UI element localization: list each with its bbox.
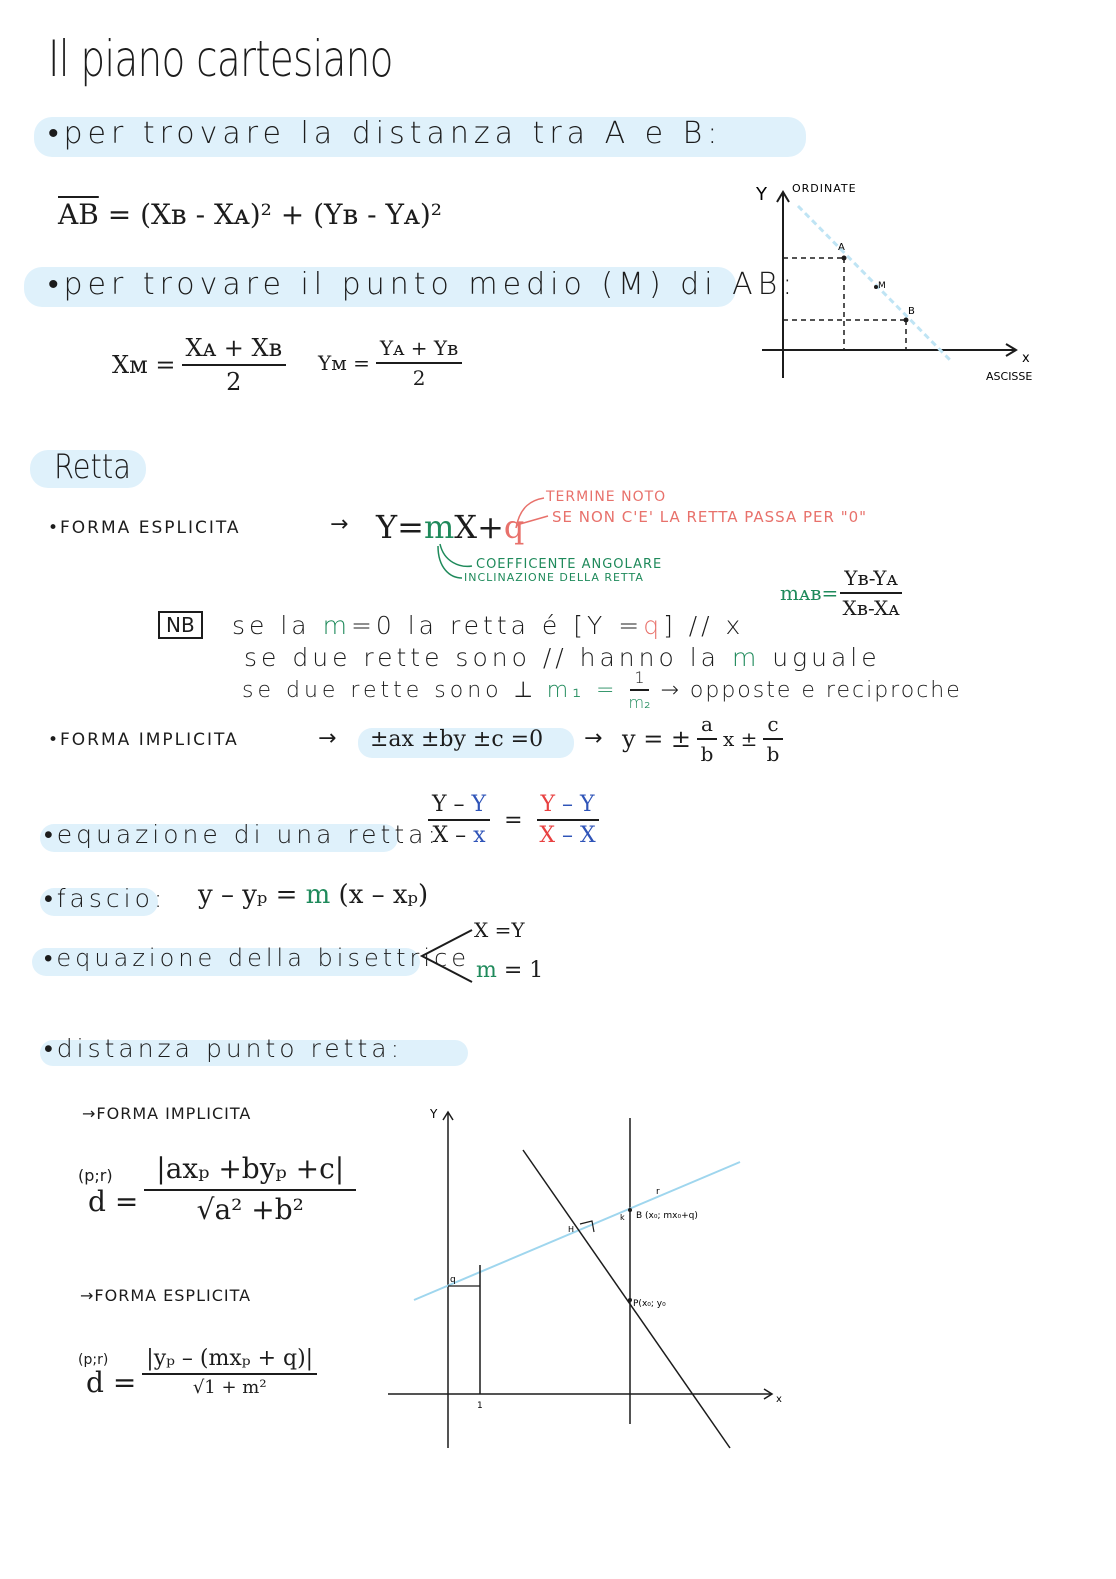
distanza-explicit-fraction <box>142 1346 317 1398</box>
bisettrice-heading: •equazione della bisettrice <box>44 944 471 972</box>
graph1-ascisse-label: ASCISSE <box>986 370 1033 383</box>
midpoint-y-formula <box>318 336 462 390</box>
bisettrice-case2-b: = 1 <box>503 958 544 983</box>
fascio-equation <box>198 880 428 910</box>
midpoint-x-formula <box>112 334 286 396</box>
cartesian-graph <box>740 170 1060 390</box>
xm-denominator: 2 <box>226 368 242 396</box>
nb-line1-q: q <box>643 611 664 640</box>
left-den-a: X – <box>432 823 467 848</box>
mab-lhs: mᴀʙ= <box>780 581 839 605</box>
fascio-eq-m: m <box>305 880 331 910</box>
bisettrice-brace-path <box>422 930 472 982</box>
equazione-left-fraction <box>428 792 490 848</box>
graph2-k-label: k <box>620 1213 625 1222</box>
graph1-ordinate-label: ORDINATE <box>792 182 857 195</box>
nb-line1-b: =0 la retta é [Y = <box>350 611 644 640</box>
nb-line1-m: m <box>322 611 351 640</box>
graph2-r-label: r <box>656 1187 660 1197</box>
distance-graph <box>380 1100 800 1460</box>
distanza-implicit-d: d = <box>88 1184 139 1218</box>
graph2-b-label: B (x₀; mx₀+q) <box>636 1211 698 1221</box>
equazione-right-den <box>539 821 595 848</box>
distanza-implicit-formula <box>88 1152 356 1226</box>
fascio-eq-a: y – yₚ = <box>198 880 298 910</box>
distanza-explicit-label: →FORMA ESPLICITA <box>80 1286 252 1305</box>
distanza-explicit-den: √1 + m² <box>192 1376 267 1398</box>
explicit-form-arrow: → <box>330 512 349 537</box>
nb-line-3 <box>242 668 962 712</box>
nb-line2-b: uguale <box>772 643 881 672</box>
implicit-b2: b <box>766 742 780 766</box>
nb-line1-c: ] // x <box>663 611 745 640</box>
distanza-implicit-prefix: (p;r) <box>78 1166 113 1185</box>
right-den-a: X <box>539 823 556 848</box>
bisettrice-case-1: X =Y <box>474 918 525 942</box>
ym-denominator: 2 <box>412 366 426 390</box>
xm-fraction <box>182 334 287 396</box>
retta-heading: Retta <box>54 447 131 487</box>
ym-numerator: Yᴀ + Yʙ <box>376 336 462 364</box>
implicit-form-label: •FORMA IMPLICITA <box>48 730 239 750</box>
graph1-y-axis-label: Y <box>756 184 767 205</box>
nb-line3-a: se due rette sono ⊥ <box>242 677 537 703</box>
coefficiente-text: COEFFICENTE ANGOLARE <box>476 557 663 572</box>
graph2-h-label: H <box>568 1225 575 1234</box>
explicit-eq-q: q <box>503 508 525 546</box>
distanza-explicit-prefix: (p;r) <box>78 1352 109 1368</box>
implicit-y-formula <box>622 712 783 766</box>
implicit-y: y = ± <box>622 725 692 753</box>
se-non-c-e-text: SE NON C'E' LA RETTA PASSA PER "0" <box>552 508 868 526</box>
explicit-eq-x: X+ <box>454 508 504 546</box>
distance-formula-rhs: = (Xʙ - Xᴀ)² + (Yʙ - Yᴀ)² <box>107 198 442 231</box>
graph2-point-p <box>628 1298 632 1302</box>
explicit-eq-y: Y= <box>376 508 424 546</box>
graph2-line-r <box>414 1162 740 1300</box>
bisettrice-case-2 <box>476 958 543 983</box>
inclinazione-text: INCLINAZIONE DELLA RETTA <box>464 571 644 584</box>
graph1-b-label: B <box>908 306 915 317</box>
xm-numerator: Xᴀ + Xʙ <box>182 334 287 366</box>
graph2-x-label: x <box>776 1394 782 1405</box>
distanza-implicit-label: →FORMA IMPLICITA <box>82 1104 252 1123</box>
left-num-b: Y <box>471 792 487 817</box>
distanza-implicit-fraction <box>144 1152 356 1226</box>
termine-noto-text: TERMINE NOTO <box>546 489 667 505</box>
implicit-x: x ± <box>722 727 758 751</box>
graph1-m-label: M <box>878 281 886 291</box>
nb-box: NB <box>158 611 203 639</box>
nb-line2-m: m <box>731 643 761 672</box>
graph2-y-label: Y <box>430 1107 438 1121</box>
distanza-heading: •distanza punto retta: <box>44 1034 404 1063</box>
graph2-perpendicular <box>523 1150 730 1448</box>
nb-line3-b: → opposte e reciproche <box>660 677 962 703</box>
right-num-b: – Y <box>562 792 595 817</box>
equazione-heading: •equazione di una retta: <box>44 820 440 849</box>
right-num-a: Y <box>540 792 556 817</box>
right-den-b: – X <box>562 823 596 848</box>
bisettrice-brace <box>416 924 476 990</box>
graph1-x-axis-label: x <box>1022 351 1030 366</box>
nb-line3-num: 1 <box>630 668 648 691</box>
midpoint-heading: •per trovare il punto medio (M) di AB: <box>48 267 798 302</box>
mab-fraction <box>840 566 902 620</box>
equazione-left-num <box>428 792 490 821</box>
mab-formula <box>780 566 902 620</box>
equazione-left-den <box>432 821 485 848</box>
equazione-eq: = <box>504 807 523 833</box>
graph2-point-b <box>628 1208 632 1212</box>
graph1-point-b <box>904 318 909 323</box>
distanza-implicit-den: √a² +b² <box>196 1193 304 1226</box>
nb-line2-a: se due rette sono // hanno la <box>244 643 720 672</box>
implicit-equation: ±ax ±by ±c =0 <box>370 727 544 752</box>
graph2-q-label: q <box>450 1275 456 1285</box>
implicit-cb-fraction <box>763 712 782 766</box>
implicit-b: b <box>700 742 714 766</box>
mab-numerator: Yʙ-Yᴀ <box>840 566 902 594</box>
nb-line-1 <box>232 611 744 640</box>
fascio-eq-b: (x – xₚ) <box>338 880 429 910</box>
mab-denominator: Xʙ-Xᴀ <box>842 596 900 620</box>
ym-lhs: Yᴍ = <box>318 351 370 375</box>
ym-fraction <box>376 336 462 390</box>
fascio-heading: •fascio: <box>44 884 167 913</box>
implicit-c: c <box>763 712 782 740</box>
bisettrice-case2-m: m <box>476 958 497 983</box>
nb-line1-a: se la <box>232 611 311 640</box>
implicit-ab-fraction <box>697 712 717 766</box>
graph2-p-label: P(x₀; y₀ <box>633 1299 666 1309</box>
distanza-implicit-num: |axₚ +byₚ +c| <box>144 1152 356 1191</box>
xm-lhs: Xᴍ = <box>112 351 176 379</box>
distance-formula-lhs: $\overline{AB}$ <box>58 198 99 231</box>
distanza-explicit-d: d = <box>86 1366 137 1399</box>
distance-heading: •per trovare la distanza tra A e B: <box>48 116 723 151</box>
nb-line3-den: m₂ <box>628 693 651 712</box>
left-num-a: Y – <box>432 792 465 817</box>
left-den-b: x <box>473 823 486 848</box>
distanza-explicit-num: |yₚ – (mxₚ + q)| <box>142 1346 317 1375</box>
implicit-a: a <box>697 712 717 740</box>
explicit-eq-m: m <box>423 508 455 546</box>
equazione-right-fraction <box>537 792 599 848</box>
equazione-right-num <box>537 792 599 821</box>
page-title: Il piano cartesiano <box>48 30 393 88</box>
implicit-form-arrow-2: → <box>584 726 603 751</box>
nb-line3-m: m₁ = <box>546 677 619 703</box>
graph1-a-label: A <box>838 242 845 253</box>
graph1-point-a <box>842 256 847 261</box>
nb-line3-fraction <box>628 668 650 712</box>
se-non-arrow <box>520 516 548 524</box>
equazione-formula <box>428 792 599 848</box>
explicit-form-label: •FORMA ESPLICITA <box>48 518 241 538</box>
coefficiente-arrow <box>440 544 472 566</box>
graph1-line <box>798 206 952 362</box>
distanza-explicit-formula <box>86 1344 317 1399</box>
graph2-1-label: 1 <box>477 1401 483 1411</box>
implicit-form-arrow: → <box>318 726 337 751</box>
distance-formula <box>58 198 442 231</box>
